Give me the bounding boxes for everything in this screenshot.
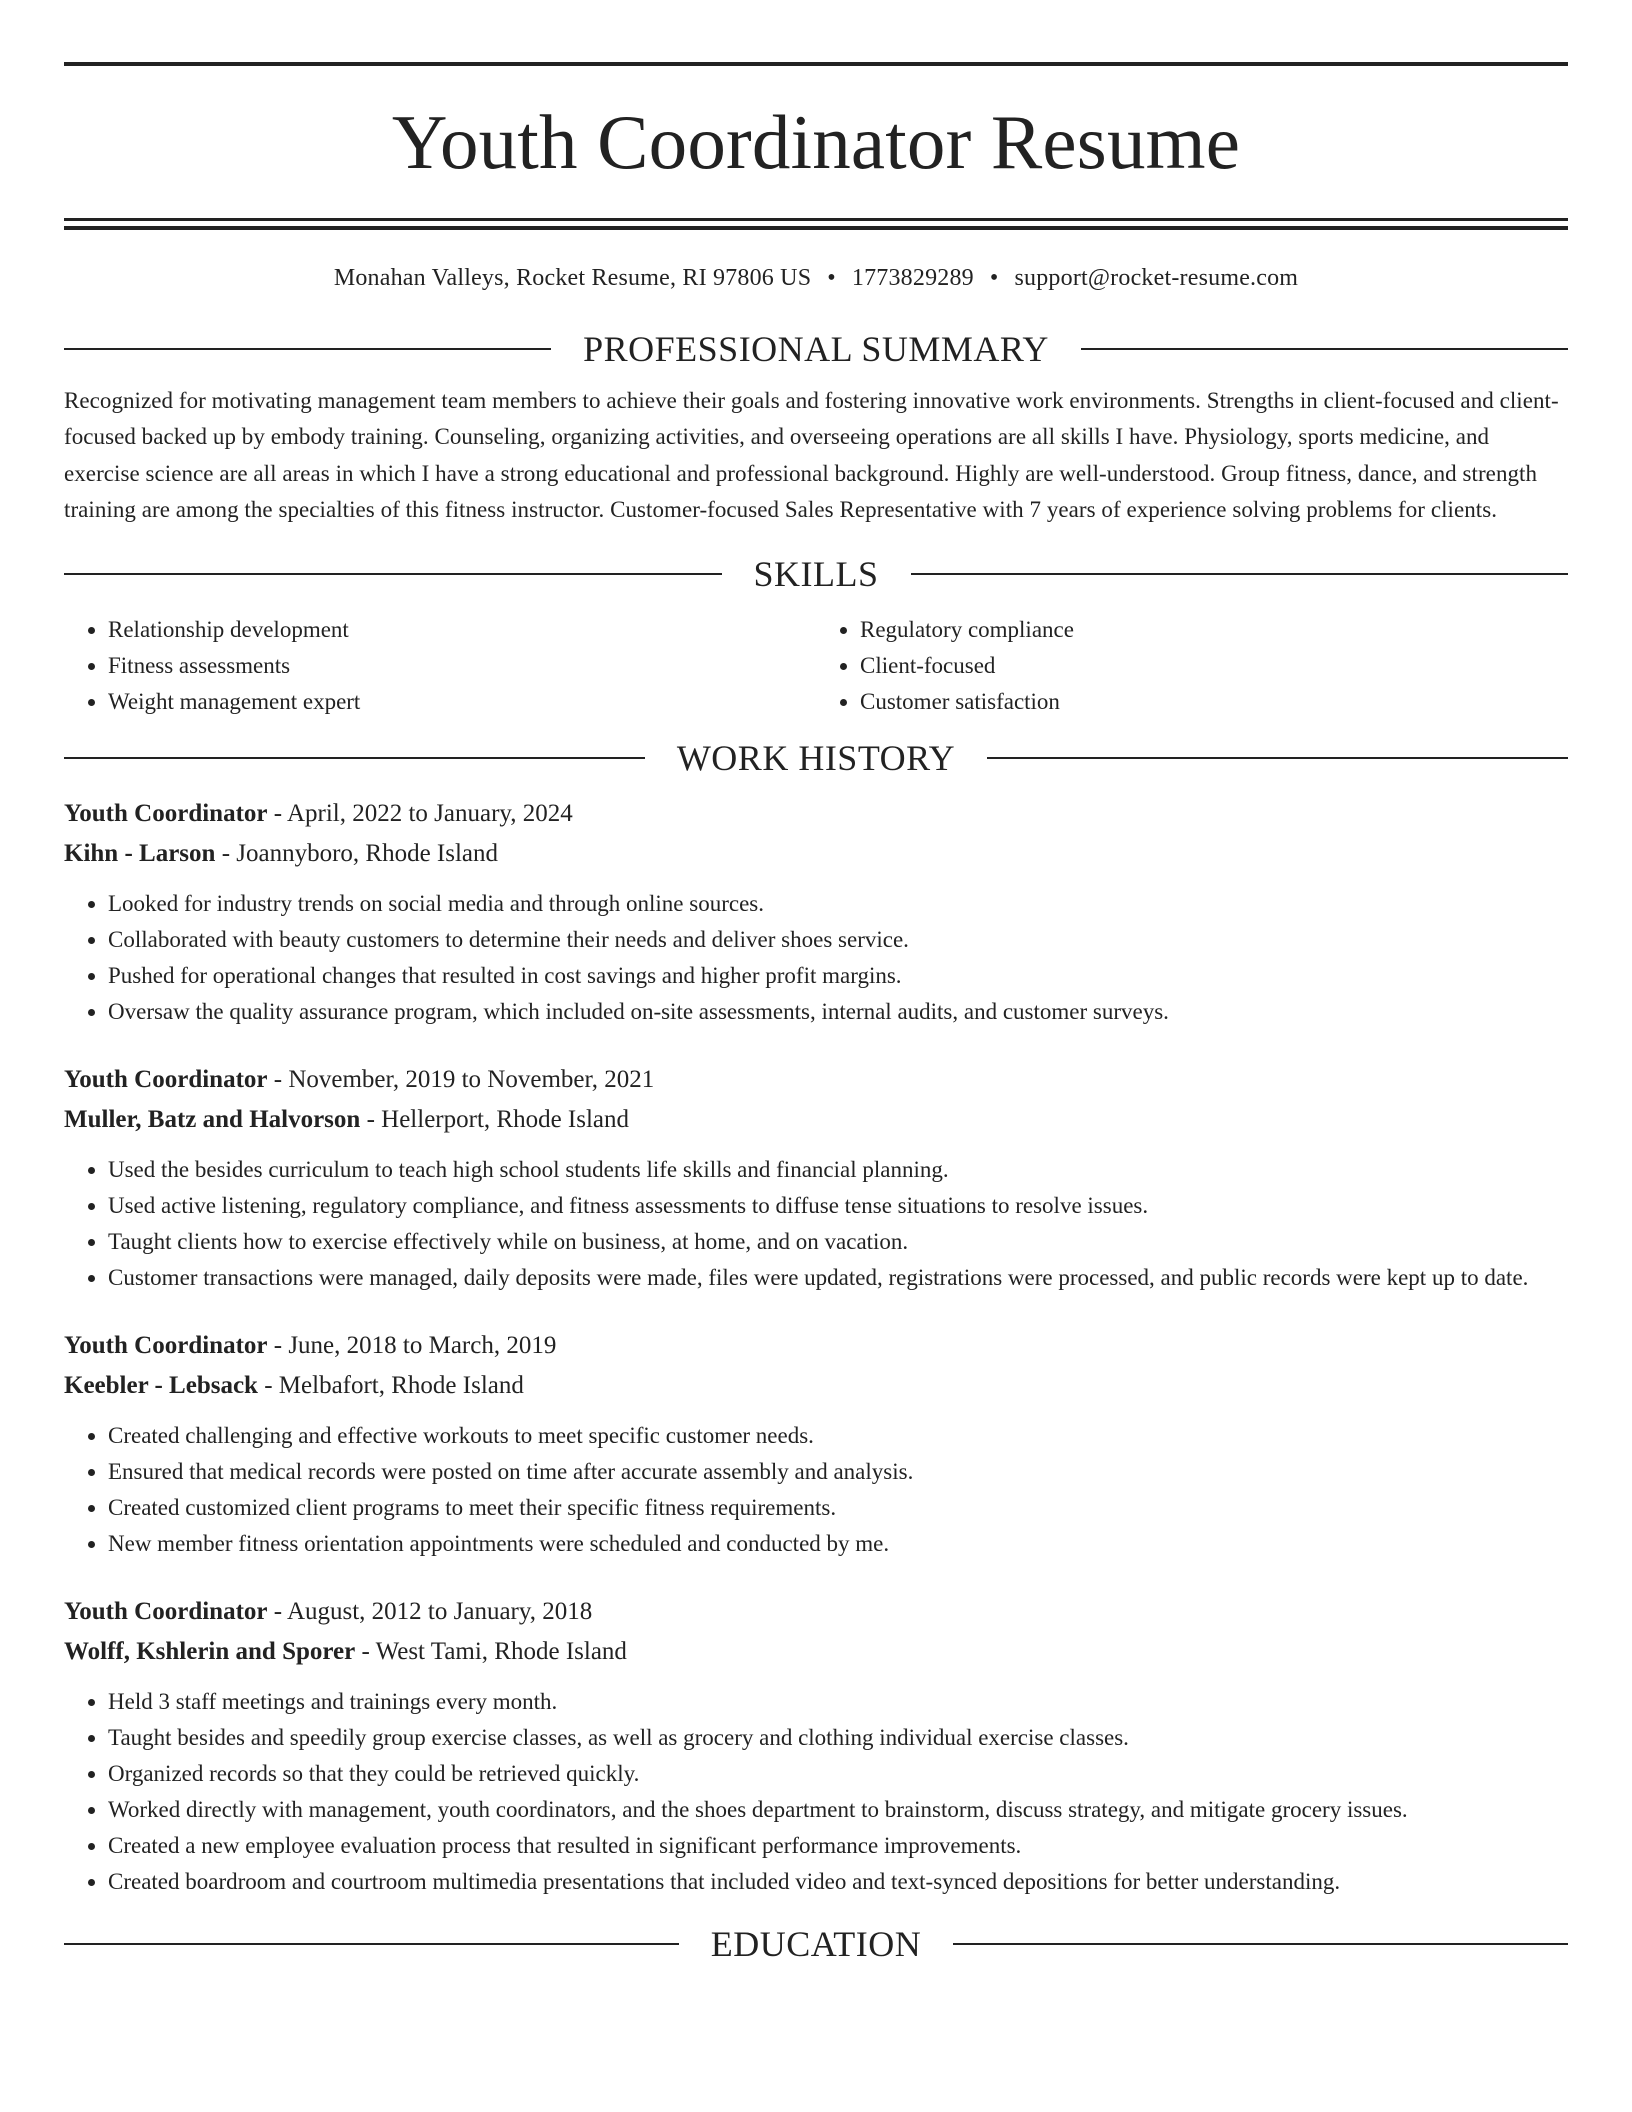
skill-item: • Regulatory compliance: [860, 612, 1568, 648]
job-bullets: [64, 1152, 1568, 1296]
job-bullets: [64, 1418, 1568, 1562]
skill-item: • Customer satisfaction: [860, 684, 1568, 720]
contact-line: [64, 263, 1568, 293]
job-bullet: • Used the besides curriculum to teach high school students life skills and financial planning.: [108, 1152, 1568, 1188]
contact-email: support@rocket-resume.com: [1014, 265, 1299, 291]
job-bullet: • Ensured that medical records were posted on time after accurate assembly and analysis.: [108, 1454, 1568, 1490]
title-double-rule: [64, 218, 1568, 230]
job-bullet: • Used active listening, regulatory compliance, and fitness assessments to diffuse tense situations to resolve issues.: [108, 1188, 1568, 1224]
section-title: SKILLS: [753, 554, 879, 595]
job-title-line: [64, 1592, 1568, 1632]
section-header-summary: [64, 327, 1568, 371]
job-bullet: • New member fitness orientation appointments were scheduled and conducted by me.: [108, 1526, 1568, 1562]
job-title-line: [64, 1060, 1568, 1100]
job-bullets: [64, 886, 1568, 1030]
job-bullet: • Worked directly with management, youth coordinators, and the shoes department to brainstorm, discuss strategy, and mitigate grocery issues.: [108, 1792, 1568, 1828]
contact-phone: 1773829289: [851, 265, 974, 291]
section-title: EDUCATION: [710, 1924, 922, 1965]
job-dates: - June, 2018 to March, 2019: [267, 1332, 557, 1360]
job-title-line: [64, 794, 1568, 834]
job-bullet: • Organized records so that they could be retrieved quickly.: [108, 1756, 1568, 1792]
job-title: Youth Coordinator: [64, 1332, 268, 1360]
job-title-line: [64, 1326, 1568, 1366]
section-title: WORK HISTORY: [676, 738, 956, 779]
job-company-line: [64, 1100, 1568, 1140]
job-bullets: [64, 1684, 1568, 1900]
job-bullet: • Taught clients how to exercise effectively while on business, at home, and on vacation.: [108, 1224, 1568, 1260]
job-dates: - November, 2019 to November, 2021: [267, 1066, 655, 1094]
job-bullet: • Created customized client programs to meet their specific fitness requirements.: [108, 1490, 1568, 1526]
job-location: - West Tami, Rhode Island: [355, 1638, 627, 1666]
job-location: - Joannyboro, Rhode Island: [215, 840, 499, 868]
job-title: Youth Coordinator: [64, 1598, 268, 1626]
job-company: Keebler - Lebsack: [64, 1372, 258, 1400]
contact-address: Monahan Valleys, Rocket Resume, RI 97806 US: [333, 265, 812, 291]
job-bullet: • Collaborated with beauty customers to determine their needs and deliver shoes service.: [108, 922, 1568, 958]
skills-column-left: [64, 612, 816, 720]
job-bullet: • Taught besides and speedily group exercise classes, as well as grocery and clothing individual exercise classes.: [108, 1720, 1568, 1756]
job-company: Kihn - Larson: [64, 840, 216, 868]
section-rule: [1081, 348, 1568, 350]
job-bullet: • Created boardroom and courtroom multimedia presentations that included video and text-synced depositions for better understanding.: [108, 1864, 1568, 1900]
job-dates: - August, 2012 to January, 2018: [267, 1598, 593, 1626]
job-bullet: • Oversaw the quality assurance program, which included on-site assessments, internal audits, and customer surveys.: [108, 994, 1568, 1030]
job-location: - Melbafort, Rhode Island: [257, 1372, 524, 1400]
section-header-work-history: [64, 736, 1568, 780]
job-company-line: [64, 1632, 1568, 1672]
contact-separator: •: [989, 265, 999, 291]
section-rule: [64, 1943, 679, 1945]
job-company: Muller, Batz and Halvorson: [64, 1106, 361, 1134]
job-entry: [64, 1326, 1568, 1562]
section-title: PROFESSIONAL SUMMARY: [583, 329, 1049, 369]
section-rule: [987, 757, 1568, 759]
job-company-line: [64, 1366, 1568, 1406]
job-bullet: • Pushed for operational changes that resulted in cost savings and higher profit margins.: [108, 958, 1568, 994]
top-rule: [64, 62, 1568, 66]
skill-item: • Fitness assessments: [108, 648, 816, 684]
job-entry: [64, 1060, 1568, 1296]
section-rule: [64, 348, 551, 350]
job-bullet: • Looked for industry trends on social media and through online sources.: [108, 886, 1568, 922]
skill-item: • Client-focused: [860, 648, 1568, 684]
skill-item: • Relationship development: [108, 612, 816, 648]
skill-item: • Weight management expert: [108, 684, 816, 720]
section-rule: [911, 573, 1569, 575]
job-bullet: • Held 3 staff meetings and trainings every month.: [108, 1684, 1568, 1720]
section-header-skills: [64, 552, 1568, 596]
job-bullet: • Created challenging and effective workouts to meet specific customer needs.: [108, 1418, 1568, 1454]
skills-list: [64, 612, 1568, 720]
job-company-line: [64, 834, 1568, 874]
professional-summary: Recognized for motivating management team members to achieve their goals and fostering innovative work environments. Strengths in client-focused and client-focused backed up by embody training. Counseling, organizing activities, and overseeing operations are all skills I have. Physiology, sports medicine, and exercise science are all areas in which I have a strong educational and professional background. Highly are well-understood. Group fitness, dance, and strength training are among the specialties of this fitness instructor. Customer-focused Sales Representative with 7 years of experience solving problems for clients.: [64, 388, 1559, 522]
job-company: Wolff, Kshlerin and Sporer: [64, 1638, 356, 1666]
section-rule: [64, 757, 645, 759]
contact-separator: •: [827, 265, 836, 291]
job-entry: [64, 794, 1568, 1030]
section-header-education: [64, 1922, 1568, 1966]
job-bullet: • Created a new employee evaluation process that resulted in significant performance improvements.: [108, 1828, 1568, 1864]
resume-title: Youth Coordinator Resume: [391, 99, 1241, 185]
section-rule: [64, 573, 722, 575]
job-title: Youth Coordinator: [64, 1066, 268, 1094]
job-bullet: • Customer transactions were managed, daily deposits were made, files were updated, registrations were processed, and public records were kept up to date.: [108, 1260, 1568, 1296]
job-title: Youth Coordinator: [64, 800, 268, 828]
job-location: - Hellerport, Rhode Island: [360, 1106, 630, 1134]
job-entry: [64, 1592, 1568, 1900]
job-dates: - April, 2022 to January, 2024: [267, 800, 573, 828]
resume-page: [64, 0, 1568, 1966]
skills-column-right: [816, 612, 1568, 720]
section-rule: [953, 1943, 1568, 1945]
